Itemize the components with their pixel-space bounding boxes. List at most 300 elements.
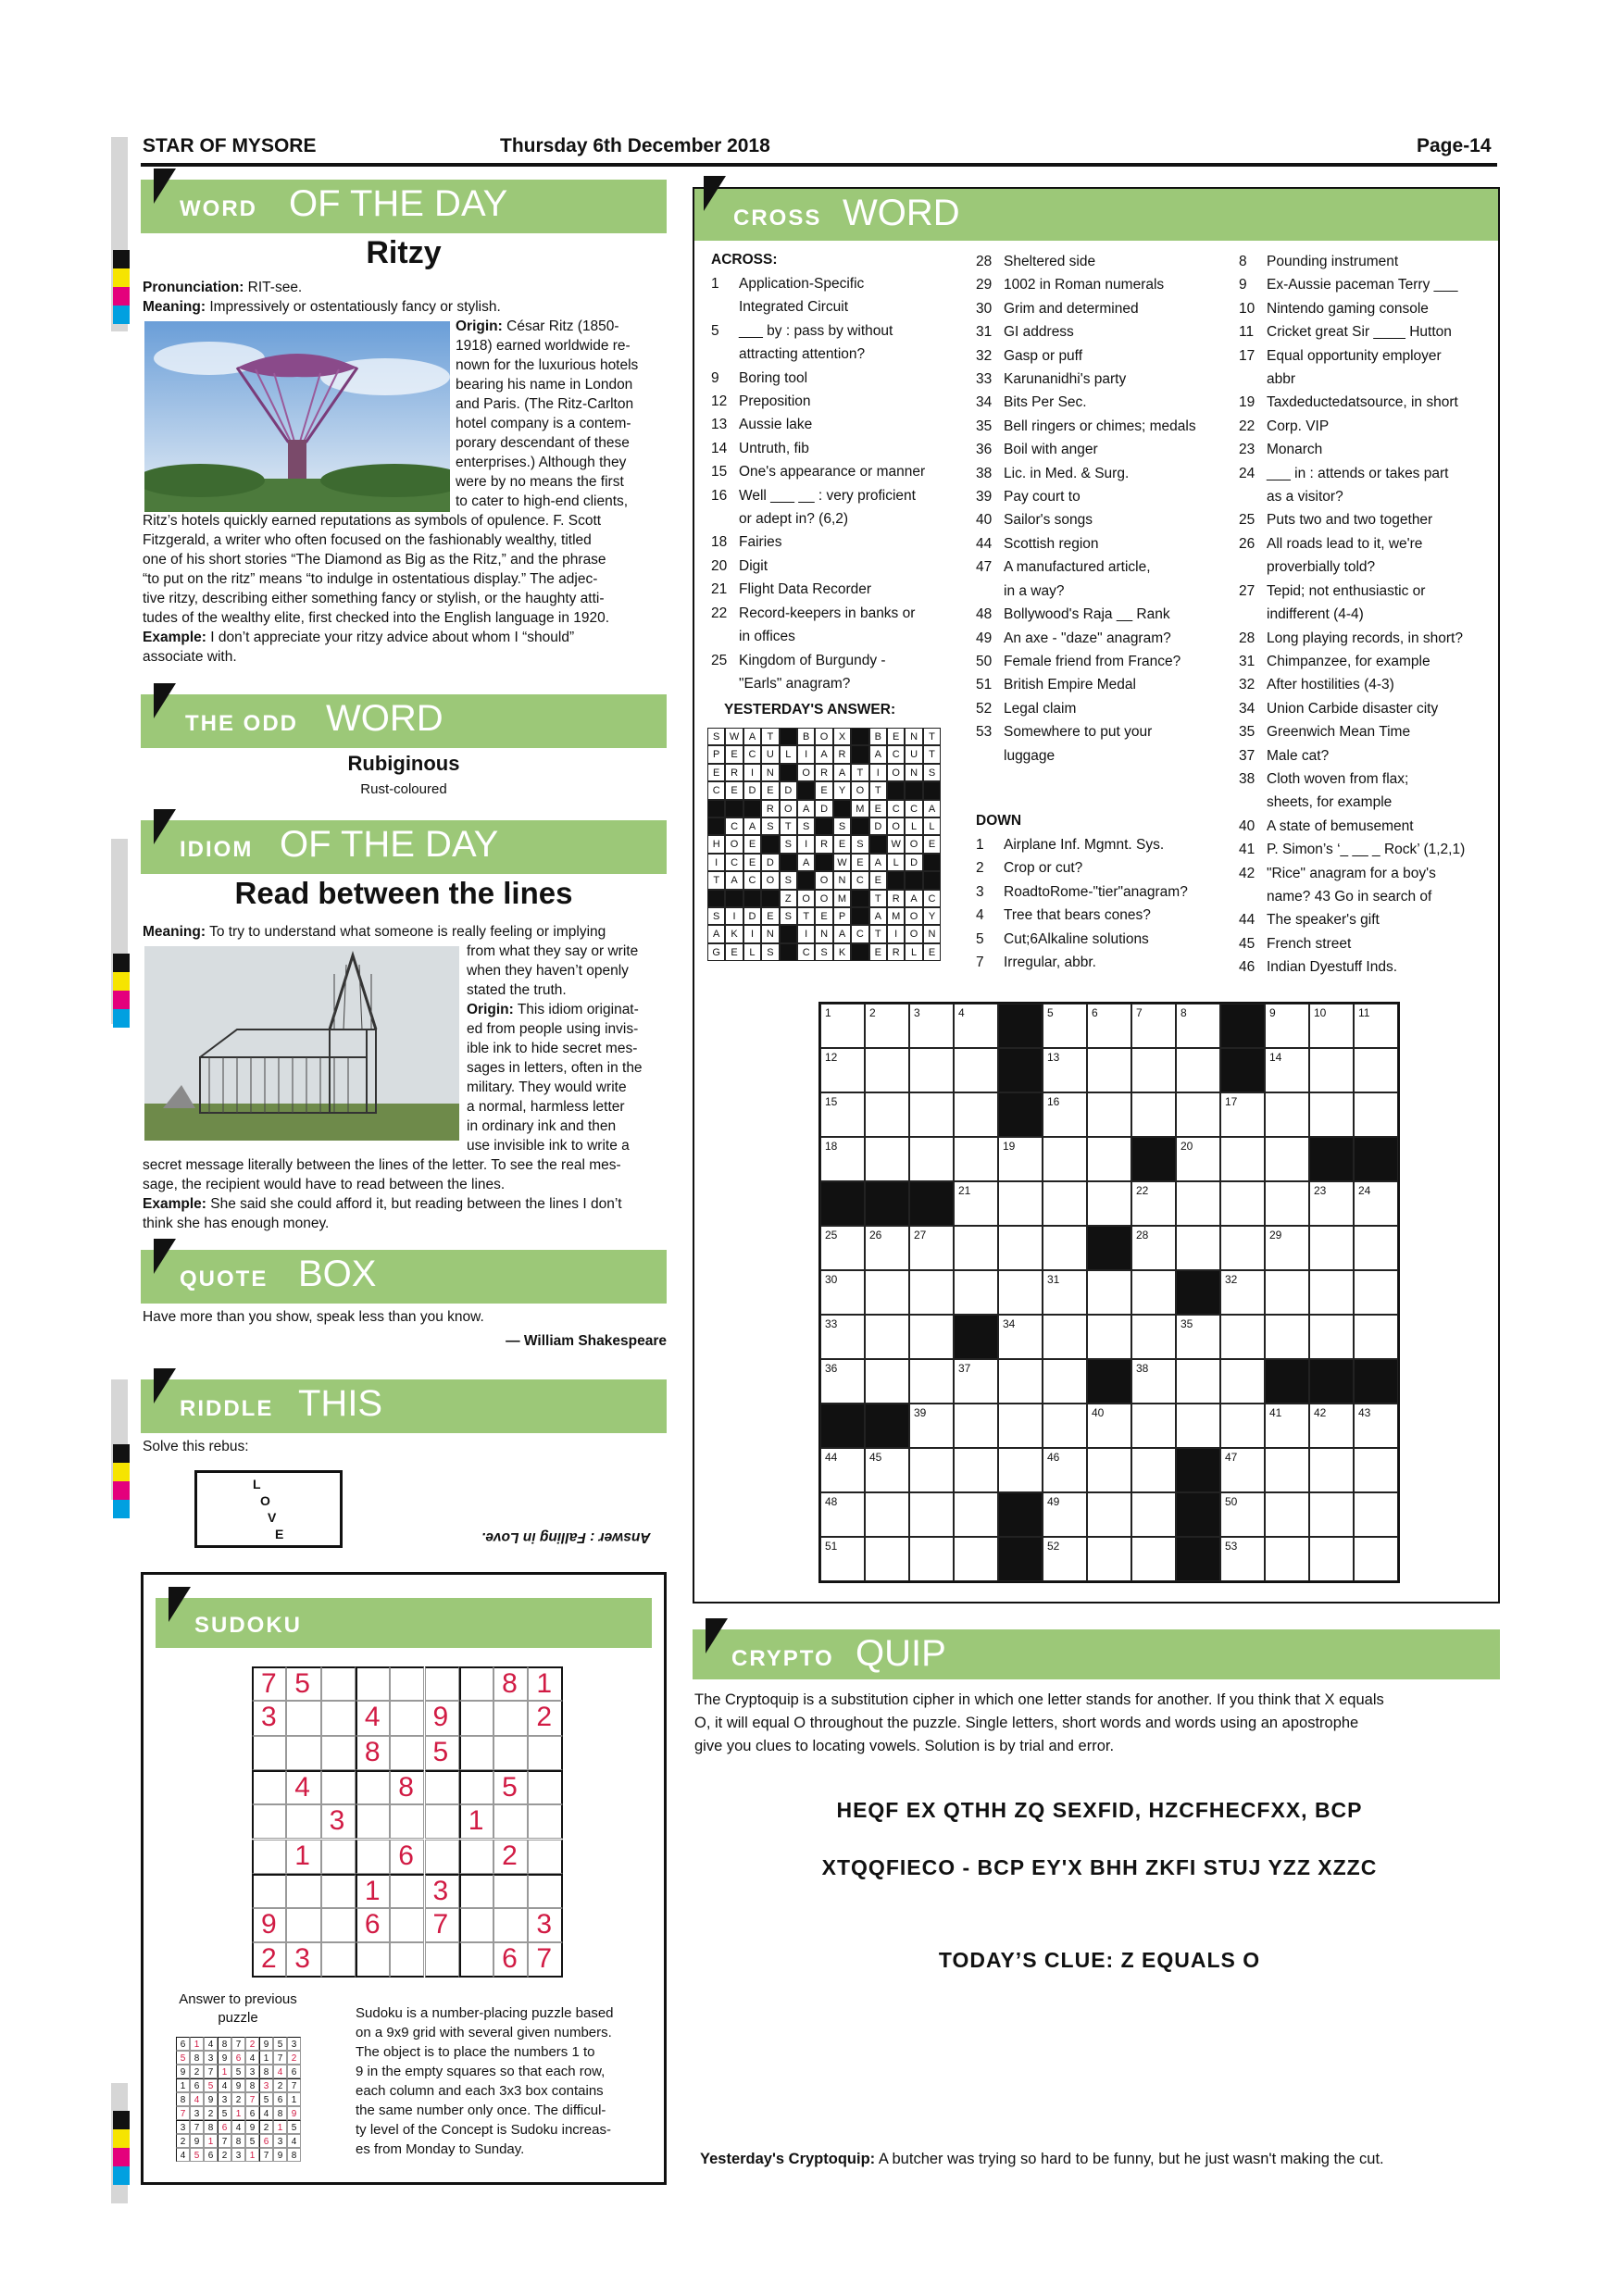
crossword-cell[interactable] [865, 1092, 909, 1137]
sudoku-cell[interactable] [252, 1770, 286, 1804]
clue-text: Sailor's songs [1004, 512, 1093, 529]
clue-text: ___ in : attends or takes part [1267, 465, 1449, 481]
crossword-cell[interactable] [1354, 1492, 1398, 1537]
prev-sudoku-cell: 4 [245, 2051, 259, 2065]
crossword-cell[interactable] [1220, 1226, 1265, 1270]
crossword-cell[interactable] [1043, 1004, 1087, 1048]
crossword-cell[interactable] [954, 1137, 998, 1181]
crossword-cell[interactable] [865, 1004, 909, 1048]
crossword-cell[interactable] [1309, 1092, 1354, 1137]
crossword-cell[interactable] [954, 1448, 998, 1492]
crossword-cell[interactable] [820, 1359, 865, 1404]
sudoku-cell[interactable] [252, 1840, 286, 1874]
crossword-cell[interactable] [1087, 1270, 1131, 1315]
answer-cell: C [707, 781, 725, 799]
crossword-cell[interactable] [954, 1004, 998, 1048]
cryptoquip-line-2: XTQQFIECO - BCP EY'X BHH ZKFI STUJ YZZ XZZC [821, 1855, 1378, 1879]
sudoku-cell[interactable] [425, 1804, 459, 1839]
crossword-cell[interactable] [1220, 1181, 1265, 1226]
crossword-cell[interactable] [998, 1226, 1043, 1270]
sudoku-cell[interactable]: 3 [425, 1874, 459, 1908]
idiom-continued [143, 1155, 667, 1233]
crossword-cell[interactable] [1354, 1181, 1398, 1226]
crossword-cell[interactable] [1265, 1181, 1309, 1226]
crossword-cell[interactable] [1131, 1181, 1176, 1226]
crossword-cell[interactable] [1354, 1226, 1398, 1270]
crossword-cell[interactable] [1176, 1048, 1220, 1092]
crossword-cell[interactable] [998, 1448, 1043, 1492]
crossword-cell[interactable] [1220, 1359, 1265, 1404]
crossword-cell[interactable] [909, 1404, 954, 1448]
clue-row [711, 578, 980, 601]
crossword-cell[interactable] [1043, 1181, 1087, 1226]
crossword-cell[interactable] [820, 1092, 865, 1137]
crossword-cell[interactable] [954, 1226, 998, 1270]
crossword-cell[interactable] [820, 1137, 865, 1181]
crossword-cell[interactable] [820, 1537, 865, 1581]
prev-sudoku-cell: 2 [273, 2078, 287, 2092]
clue-row [1239, 744, 1498, 767]
crossword-cell[interactable] [1131, 1092, 1176, 1137]
crossword-cell[interactable] [1087, 1181, 1131, 1226]
clue-number: 46 [1239, 959, 1255, 976]
crossword-cell[interactable] [865, 1492, 909, 1537]
clue-row [976, 673, 1244, 696]
sudoku-cell[interactable] [252, 1874, 286, 1908]
crossword-cell[interactable] [820, 1315, 865, 1359]
sudoku-cell[interactable] [390, 1736, 424, 1770]
origin-cont-3: “to put on the ritz” means “to indulge in ostentatious display.” The adjec- [143, 571, 598, 587]
clue-row [976, 697, 1244, 720]
crossword-cell[interactable] [1354, 1404, 1398, 1448]
crossword-cell[interactable] [909, 1448, 954, 1492]
crossword-cell[interactable] [1265, 1092, 1309, 1137]
sudoku-cell[interactable] [321, 1908, 356, 1942]
clue-row [976, 720, 1244, 743]
sudoku-cell[interactable]: 5 [493, 1770, 528, 1804]
clue-row [976, 904, 1244, 927]
crossword-cell[interactable] [1131, 1004, 1176, 1048]
clue-row [976, 273, 1244, 296]
prev-sudoku-cell: 9 [231, 2078, 245, 2092]
sudoku-cell[interactable] [459, 1666, 493, 1701]
crossword-cell[interactable] [1087, 1448, 1131, 1492]
swatch-yellow [113, 1463, 130, 1481]
sudoku-cell[interactable]: 7 [425, 1908, 459, 1942]
crossword-cell[interactable] [1043, 1448, 1087, 1492]
clue-number: 26 [869, 1229, 882, 1242]
crossword-cell[interactable] [1309, 1315, 1354, 1359]
crossword-cell[interactable] [1087, 1315, 1131, 1359]
crossword-cell[interactable] [1087, 1492, 1131, 1537]
crossword-cell[interactable] [1176, 1137, 1220, 1181]
sudoku-cell[interactable] [321, 1770, 356, 1804]
sudoku-cell[interactable] [425, 1666, 459, 1701]
crossword-cell [1087, 1359, 1131, 1404]
crossword-cell[interactable] [1087, 1537, 1131, 1581]
crossword-cell[interactable] [1131, 1048, 1176, 1092]
clue-number: 16 [1047, 1095, 1060, 1108]
sudoku-cell[interactable]: 8 [493, 1666, 528, 1701]
sudoku-cell[interactable] [286, 1908, 320, 1942]
crossword-cell[interactable] [1309, 1492, 1354, 1537]
crossword-cell[interactable] [998, 1270, 1043, 1315]
clue-number: 1 [711, 276, 719, 292]
crossword-cell[interactable] [1220, 1137, 1265, 1181]
sudoku-cell[interactable] [493, 1908, 528, 1942]
crossword-cell[interactable] [1131, 1270, 1176, 1315]
crossword-cell[interactable] [1131, 1492, 1176, 1537]
sudoku-cell[interactable] [286, 1701, 320, 1735]
crossword-cell[interactable] [820, 1226, 865, 1270]
crossword-cell[interactable] [1087, 1092, 1131, 1137]
clue-row [976, 951, 1244, 974]
sudoku-cell[interactable] [286, 1874, 320, 1908]
sudoku-cell[interactable] [390, 1908, 424, 1942]
answer-cell: O [761, 871, 779, 889]
sudoku-cell[interactable] [356, 1770, 390, 1804]
crossword-cell[interactable] [954, 1404, 998, 1448]
sudoku-cell[interactable] [356, 1942, 390, 1977]
crossword-cell[interactable] [820, 1448, 865, 1492]
crossword-cell[interactable] [1309, 1537, 1354, 1581]
sudoku-cell[interactable] [390, 1701, 424, 1735]
crossword-cell[interactable] [1087, 1048, 1131, 1092]
crossword-cell[interactable] [1176, 1004, 1220, 1048]
clue-row [1239, 720, 1498, 743]
sudoku-cell[interactable] [286, 1736, 320, 1770]
sudoku-cell[interactable]: 1 [356, 1874, 390, 1908]
sudoku-cell[interactable]: 1 [459, 1804, 493, 1839]
crossword-cell[interactable] [1309, 1448, 1354, 1492]
clue-number: 31 [1239, 653, 1255, 669]
banner-tag: QUOTE [180, 1267, 269, 1292]
clue-number: 9 [1239, 277, 1247, 293]
crossword-cell[interactable] [1265, 1404, 1309, 1448]
sudoku-cell[interactable] [528, 1736, 562, 1770]
clue-row [976, 391, 1244, 414]
crossword-cell[interactable] [909, 1137, 954, 1181]
clue-row [1239, 767, 1498, 791]
sudoku-cell[interactable] [528, 1804, 562, 1839]
clue-number: 5 [711, 322, 719, 339]
sudoku-cell[interactable]: 2 [252, 1942, 286, 1977]
sudoku-cell[interactable] [390, 1874, 424, 1908]
sudoku-cell[interactable] [321, 1736, 356, 1770]
sudoku-cell[interactable] [493, 1874, 528, 1908]
banner-corner-mark [706, 1618, 728, 1653]
crossword-cell[interactable] [954, 1092, 998, 1137]
crossword-cell[interactable] [1176, 1315, 1220, 1359]
crossword-cell[interactable] [1087, 1004, 1131, 1048]
idiom-side-text [467, 942, 667, 1155]
sudoku-cell[interactable]: 6 [356, 1908, 390, 1942]
crossword-cell[interactable] [865, 1226, 909, 1270]
crossword-cell[interactable] [954, 1537, 998, 1581]
crossword-cell[interactable] [1176, 1404, 1220, 1448]
sudoku-cell[interactable] [286, 1804, 320, 1839]
crossword-cell[interactable] [1220, 1537, 1265, 1581]
sudoku-cell[interactable] [528, 1874, 562, 1908]
crossword-cell[interactable] [1354, 1315, 1398, 1359]
clue-text: as a visitor? [1267, 489, 1343, 505]
clue-text: An axe - "daze" anagram? [1004, 630, 1171, 646]
clue-row [1239, 650, 1498, 673]
crossword-cell[interactable] [954, 1270, 998, 1315]
crossword-cell[interactable] [909, 1492, 954, 1537]
crossword-cell[interactable] [1131, 1315, 1176, 1359]
answer-cell: S [780, 835, 797, 853]
crossword-cell[interactable] [865, 1048, 909, 1092]
clue-number: 50 [1225, 1495, 1238, 1508]
sudoku-cell[interactable] [459, 1736, 493, 1770]
sudoku-cell[interactable] [321, 1942, 356, 1977]
crossword-cell[interactable] [1265, 1226, 1309, 1270]
crossword-cell[interactable] [865, 1448, 909, 1492]
crossword-cell[interactable] [1087, 1404, 1131, 1448]
answer-cell: T [761, 728, 779, 745]
crossword-cell[interactable] [865, 1537, 909, 1581]
crossword-cell[interactable] [865, 1270, 909, 1315]
sudoku-cell[interactable]: 2 [493, 1840, 528, 1874]
crossword-cell[interactable] [998, 1315, 1043, 1359]
crossword-cell[interactable] [1131, 1537, 1176, 1581]
clue-text: Puts two and two together [1267, 512, 1433, 529]
sudoku-cell[interactable] [425, 1840, 459, 1874]
sudoku-cell[interactable] [390, 1942, 424, 1977]
crossword-cell[interactable] [909, 1315, 954, 1359]
crossword-cell[interactable] [1354, 1092, 1398, 1137]
crossword-cell[interactable] [998, 1137, 1043, 1181]
sudoku-cell[interactable]: 7 [528, 1942, 562, 1977]
answer-cell: I [725, 907, 743, 925]
sudoku-cell[interactable]: 1 [286, 1840, 320, 1874]
sudoku-cell[interactable]: 3 [286, 1942, 320, 1977]
crossword-cell[interactable] [1043, 1048, 1087, 1092]
crossword-cell[interactable] [998, 1359, 1043, 1404]
crossword-cell[interactable] [909, 1537, 954, 1581]
sudoku-cell[interactable] [252, 1736, 286, 1770]
crossword-cell[interactable] [1087, 1137, 1131, 1181]
crossword-cell[interactable] [1354, 1537, 1398, 1581]
answer-cell: G [707, 943, 725, 961]
sudoku-cell[interactable] [528, 1840, 562, 1874]
crossword-cell[interactable] [1176, 1181, 1220, 1226]
crossword-cell[interactable] [1265, 1537, 1309, 1581]
answer-cell [815, 854, 832, 871]
crossword-cell[interactable] [820, 1270, 865, 1315]
crossword-cell[interactable] [865, 1315, 909, 1359]
banner-corner-mark [154, 683, 176, 718]
sudoku-cell[interactable] [425, 1942, 459, 1977]
crossword-cell[interactable] [1043, 1137, 1087, 1181]
clue-number: 28 [1136, 1229, 1149, 1242]
sudoku-cell[interactable]: 9 [425, 1701, 459, 1735]
sudoku-cell[interactable] [459, 1874, 493, 1908]
crossword-cell[interactable] [820, 1048, 865, 1092]
crossword-cell[interactable] [954, 1048, 998, 1092]
idiom-example-1: She said she could afford it, but reading between the lines I don’t [210, 1196, 622, 1212]
crossword-cell[interactable] [1309, 1048, 1354, 1092]
clue-number: 41 [1239, 842, 1255, 858]
crossword-cell[interactable] [1309, 1404, 1354, 1448]
crossword-cell[interactable] [865, 1137, 909, 1181]
across-label: ACROSS: [711, 252, 778, 268]
crossword-cell[interactable] [1309, 1181, 1354, 1226]
answer-cell [905, 781, 922, 799]
sudoku-cell[interactable]: 1 [528, 1666, 562, 1701]
sudoku-cell[interactable] [390, 1666, 424, 1701]
sudoku-cell[interactable] [356, 1666, 390, 1701]
cryptoquip-banner [693, 1629, 1500, 1679]
answer-cell: O [815, 890, 832, 907]
crossword-cell[interactable] [909, 1092, 954, 1137]
answer-cell [869, 835, 887, 853]
crossword-cell[interactable] [820, 1492, 865, 1537]
prev-sudoku-cell: 1 [204, 2134, 218, 2148]
crossword-cell[interactable] [1043, 1359, 1087, 1404]
sudoku-cell[interactable]: 3 [321, 1804, 356, 1839]
clue-number: 31 [976, 324, 993, 341]
clue-row [711, 272, 980, 295]
prev-sudoku-cell: 6 [273, 2092, 287, 2106]
sudoku-cell[interactable] [459, 1840, 493, 1874]
crossword-cell[interactable] [909, 1226, 954, 1270]
crossword-cell[interactable] [954, 1359, 998, 1404]
crossword-cell[interactable] [865, 1359, 909, 1404]
sudoku-cell[interactable]: 7 [252, 1666, 286, 1701]
answer-cell: A [833, 925, 851, 942]
crossword-cell[interactable] [1131, 1404, 1176, 1448]
crossword-cell[interactable] [1043, 1492, 1087, 1537]
crossword-cell[interactable] [1043, 1226, 1087, 1270]
crossword-cell[interactable] [909, 1359, 954, 1404]
sudoku-cell[interactable] [493, 1701, 528, 1735]
crossword-cell[interactable] [1176, 1226, 1220, 1270]
crossword-cell[interactable] [1220, 1315, 1265, 1359]
sudoku-cell[interactable] [321, 1840, 356, 1874]
crossword-cell[interactable] [909, 1048, 954, 1092]
crossword-cell[interactable] [1043, 1537, 1087, 1581]
sudoku-cell[interactable] [356, 1804, 390, 1839]
sudoku-cell[interactable] [459, 1942, 493, 1977]
sudoku-cell[interactable] [252, 1804, 286, 1839]
crossword-cell[interactable] [1265, 1448, 1309, 1492]
sudoku-cell[interactable] [425, 1770, 459, 1804]
clue-number: 27 [914, 1229, 927, 1242]
crossword-cell[interactable] [1265, 1004, 1309, 1048]
crossword-cell[interactable] [998, 1181, 1043, 1226]
crossword-cell[interactable] [954, 1181, 998, 1226]
sudoku-cell[interactable] [528, 1770, 562, 1804]
clue-number: 19 [1239, 394, 1255, 411]
crossword-cell[interactable] [1043, 1315, 1087, 1359]
down-label: DOWN [976, 813, 1022, 829]
sudoku-cell[interactable]: 8 [390, 1770, 424, 1804]
clue-number: 12 [711, 393, 728, 410]
crossword-cell[interactable] [1220, 1092, 1265, 1137]
crossword-cell[interactable] [1354, 1270, 1398, 1315]
crossword-cell [1131, 1137, 1176, 1181]
sudoku-cell[interactable]: 5 [286, 1666, 320, 1701]
crossword-cell[interactable] [820, 1004, 865, 1048]
sudoku-cell[interactable]: 9 [252, 1908, 286, 1942]
crossword-cell[interactable] [1309, 1004, 1354, 1048]
crossword-cell[interactable] [1354, 1048, 1398, 1092]
sudoku-cell[interactable]: 4 [286, 1770, 320, 1804]
sudoku-cell[interactable]: 8 [356, 1736, 390, 1770]
idiom-side-1: when they haven’t openly [467, 963, 629, 979]
banner-tag: CROSS [733, 206, 822, 231]
crossword-cell[interactable] [909, 1004, 954, 1048]
crossword-cell[interactable] [1309, 1270, 1354, 1315]
sudoku-cell[interactable] [493, 1804, 528, 1839]
crossword-cell[interactable] [1220, 1270, 1265, 1315]
prev-sudoku-cell: 5 [245, 2134, 259, 2148]
sudoku-cell[interactable]: 6 [390, 1840, 424, 1874]
crossword-cell[interactable] [1131, 1448, 1176, 1492]
crossword-cell[interactable] [909, 1270, 954, 1315]
sudoku-cell[interactable] [459, 1908, 493, 1942]
crossword-cell[interactable] [1265, 1492, 1309, 1537]
sudoku-cell[interactable]: 4 [356, 1701, 390, 1735]
sudoku-cell[interactable] [321, 1874, 356, 1908]
crossword-cell[interactable] [1220, 1404, 1265, 1448]
crossword-cell[interactable] [1220, 1492, 1265, 1537]
crossword-cell[interactable] [1176, 1092, 1220, 1137]
crossword-cell[interactable] [1043, 1404, 1087, 1448]
clue-number: 1 [825, 1006, 831, 1019]
crossword-cell[interactable] [1354, 1448, 1398, 1492]
crossword-cell[interactable] [954, 1492, 998, 1537]
answer-cell [797, 871, 815, 889]
answer-cell: E [743, 835, 761, 853]
crossword-cell[interactable] [1131, 1359, 1176, 1404]
crossword-cell[interactable] [1354, 1004, 1398, 1048]
sudoku-cell[interactable] [356, 1840, 390, 1874]
sudoku-cell[interactable] [321, 1701, 356, 1735]
sudoku-cell[interactable] [459, 1701, 493, 1735]
crossword-cell[interactable] [1043, 1092, 1087, 1137]
sudoku-cell[interactable] [321, 1666, 356, 1701]
sudoku-cell[interactable]: 2 [528, 1701, 562, 1735]
sudoku-cell[interactable]: 6 [493, 1942, 528, 1977]
swatch-yellow [113, 268, 130, 287]
crossword-cell[interactable] [1265, 1137, 1309, 1181]
sudoku-cell[interactable] [459, 1770, 493, 1804]
crossword-cell[interactable] [1220, 1448, 1265, 1492]
clue-text: Union Carbide disaster city [1267, 700, 1439, 717]
crossword-cell[interactable] [1265, 1270, 1309, 1315]
crossword-cell[interactable] [1043, 1270, 1087, 1315]
crossword-cell[interactable] [1176, 1359, 1220, 1404]
crossword-cell[interactable] [1309, 1226, 1354, 1270]
sudoku-cell[interactable]: 5 [425, 1736, 459, 1770]
crossword-cell[interactable] [1265, 1048, 1309, 1092]
crossword-cell[interactable] [1131, 1226, 1176, 1270]
crossword-cell[interactable] [998, 1404, 1043, 1448]
sudoku-cell[interactable] [493, 1736, 528, 1770]
sudoku-cell[interactable]: 3 [252, 1701, 286, 1735]
sudoku-cell[interactable]: 3 [528, 1908, 562, 1942]
swatch-cyan [113, 2166, 130, 2185]
rebus-box [194, 1470, 343, 1548]
answer-cell: W [833, 854, 851, 871]
idiom-side-0: from what they say or write [467, 943, 639, 959]
crossword-cell [998, 1537, 1043, 1581]
sudoku-cell[interactable] [390, 1804, 424, 1839]
crossword-cell[interactable] [1265, 1315, 1309, 1359]
